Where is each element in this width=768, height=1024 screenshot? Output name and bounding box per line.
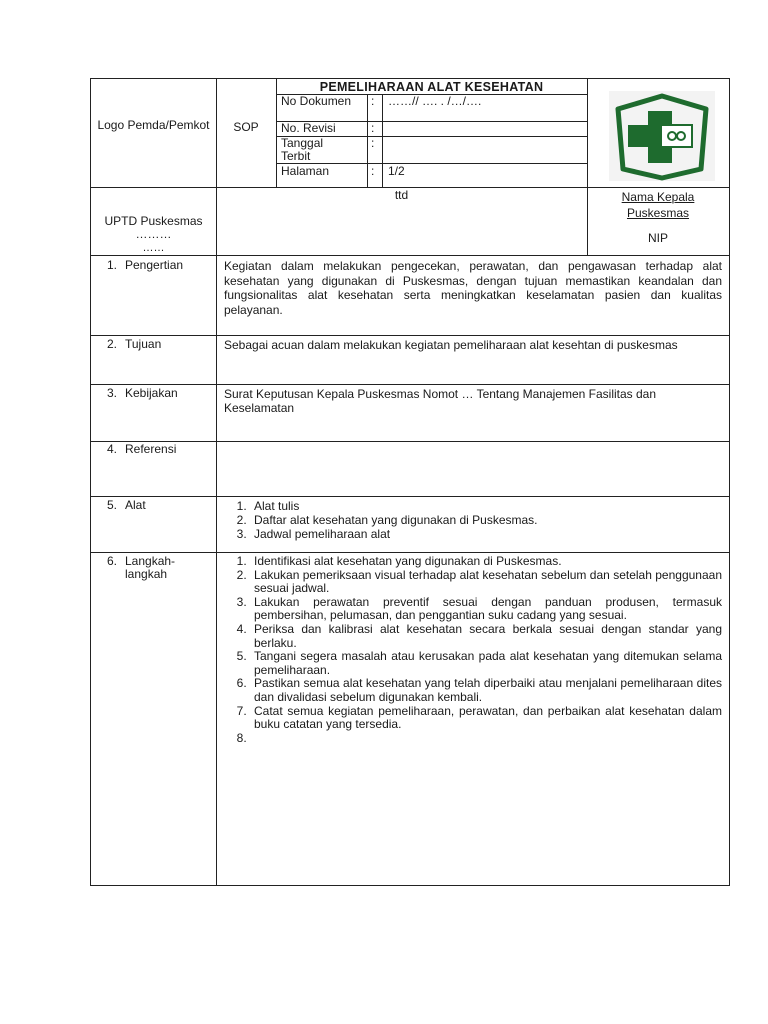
nama-kepala-label: Nama Kepala Puskesmas bbox=[621, 190, 695, 220]
field-sep: : bbox=[371, 94, 375, 108]
field-sep: : bbox=[371, 136, 375, 150]
section-5-num: 5. bbox=[107, 498, 118, 512]
list-item: 6. Pastikan semua alat kesehatan yang telah diperbaiki atau menjalani pemeliharaan dites dan divalidasi sebelum digunakan kembali. bbox=[250, 677, 722, 704]
document-title: PEMELIHARAAN ALAT KESEHATAN bbox=[319, 80, 544, 94]
ttd-label: ttd bbox=[394, 188, 409, 202]
section-1-num: 1. bbox=[107, 258, 118, 272]
puskesmas-logo-icon bbox=[609, 91, 715, 181]
header-bottom-line bbox=[91, 187, 729, 188]
puskesmas-logo bbox=[609, 91, 715, 181]
sop-label: SOP bbox=[233, 120, 259, 134]
list-item: 5. Tangani segera masalah atau kerusakan pada alat kesehatan yang ditemukan selama pemeliharaan. bbox=[250, 650, 722, 677]
list-item: 2. Lakukan pemeriksaan visual terhadap alat kesehatan sebelum dan setelah penggunaan sesuai jadwal. bbox=[250, 569, 722, 596]
section-6-list bbox=[228, 555, 722, 745]
row-line bbox=[91, 384, 729, 385]
section-4-label: Referensi bbox=[125, 442, 177, 456]
section-6-label: Langkah-langkah bbox=[125, 554, 176, 581]
list-item: 4. Periksa dan kalibrasi alat kesehatan secara berkala sesuai dengan standar yang berlaku. bbox=[250, 623, 722, 650]
field-sep: : bbox=[371, 121, 375, 135]
section-3-text: Surat Keputusan Kepala Puskesmas Nomot … Tentang Manajemen Fasilitas dan Keselamatan bbox=[224, 387, 657, 415]
list-item: 7. Catat semua kegiatan pemeliharaan, perawatan, dan perbaikan alat kesehatan dalam buku catatan yang tersedia. bbox=[250, 705, 722, 732]
list-item bbox=[250, 732, 722, 746]
section-2-num: 2. bbox=[107, 337, 118, 351]
section-2-label: Tujuan bbox=[125, 337, 162, 351]
uptd-puskesmas-label: UPTD Puskesmas ……… bbox=[104, 214, 203, 241]
list-item: 1. Identifikasi alat kesehatan yang digunakan di Puskesmas. bbox=[250, 555, 722, 569]
section-3-num: 3. bbox=[107, 386, 118, 400]
section-6-num: 6. bbox=[107, 554, 118, 568]
row-line bbox=[91, 441, 729, 442]
field-label-tanggal-terbit: Tanggal Terbit bbox=[281, 136, 324, 163]
field-value-halaman: 1/2 bbox=[388, 164, 405, 178]
section-5-list bbox=[228, 499, 722, 541]
field-sep: : bbox=[371, 164, 375, 178]
field-value-no-dokumen: ……// …. . /…/…. bbox=[388, 94, 482, 108]
field-label-no-dokumen: No Dokumen bbox=[281, 94, 352, 108]
section-3-label: Kebijakan bbox=[125, 386, 178, 400]
section-5-label: Alat bbox=[125, 498, 146, 512]
field-label-no-revisi: No. Revisi bbox=[281, 121, 336, 135]
section-4-num: 4. bbox=[107, 442, 118, 456]
uptd-dots: …… bbox=[142, 242, 165, 254]
section-2-text: Sebagai acuan dalam melakukan kegiatan pemeliharaan alat kesehtan di puskesmas bbox=[224, 338, 678, 352]
section-1-text: Kegiatan dalam melakukan pengecekan, perawatan, dan pengawasan terhadap alat kesehatan yang digunakan di Puskesmas, dengan tujuan memastikan keandalan dan fungsionalitas alat kesehatan serta meningkatkan keselamatan pasien dan kualitas pelayanan. bbox=[224, 259, 722, 317]
list-item: 2. Daftar alat kesehatan yang digunakan di Puskesmas. bbox=[250, 513, 722, 527]
field-label-divider bbox=[367, 95, 368, 187]
row-line bbox=[91, 552, 729, 553]
row-line bbox=[91, 496, 729, 497]
list-item: 1. Alat tulis bbox=[250, 499, 722, 513]
row-line bbox=[91, 335, 729, 336]
section-1-label: Pengertian bbox=[125, 258, 184, 272]
row-line bbox=[91, 255, 729, 256]
field-sep-divider bbox=[382, 95, 383, 187]
logo-divider bbox=[587, 79, 588, 255]
list-item: 3. Lakukan perawatan preventif sesuai dengan panduan produsen, termasuk pembersihan, pelumasan, dan penggantian suku cadang yang sesuai. bbox=[250, 596, 722, 623]
field-label-halaman: Halaman bbox=[281, 164, 330, 178]
list-item: 3. Jadwal pemeliharaan alat bbox=[250, 527, 722, 541]
nip-label: NIP bbox=[647, 231, 668, 245]
logo-pemda-label: Logo Pemda/Pemkot bbox=[97, 118, 210, 132]
sop-divider bbox=[276, 79, 277, 187]
sop-document bbox=[90, 78, 730, 886]
